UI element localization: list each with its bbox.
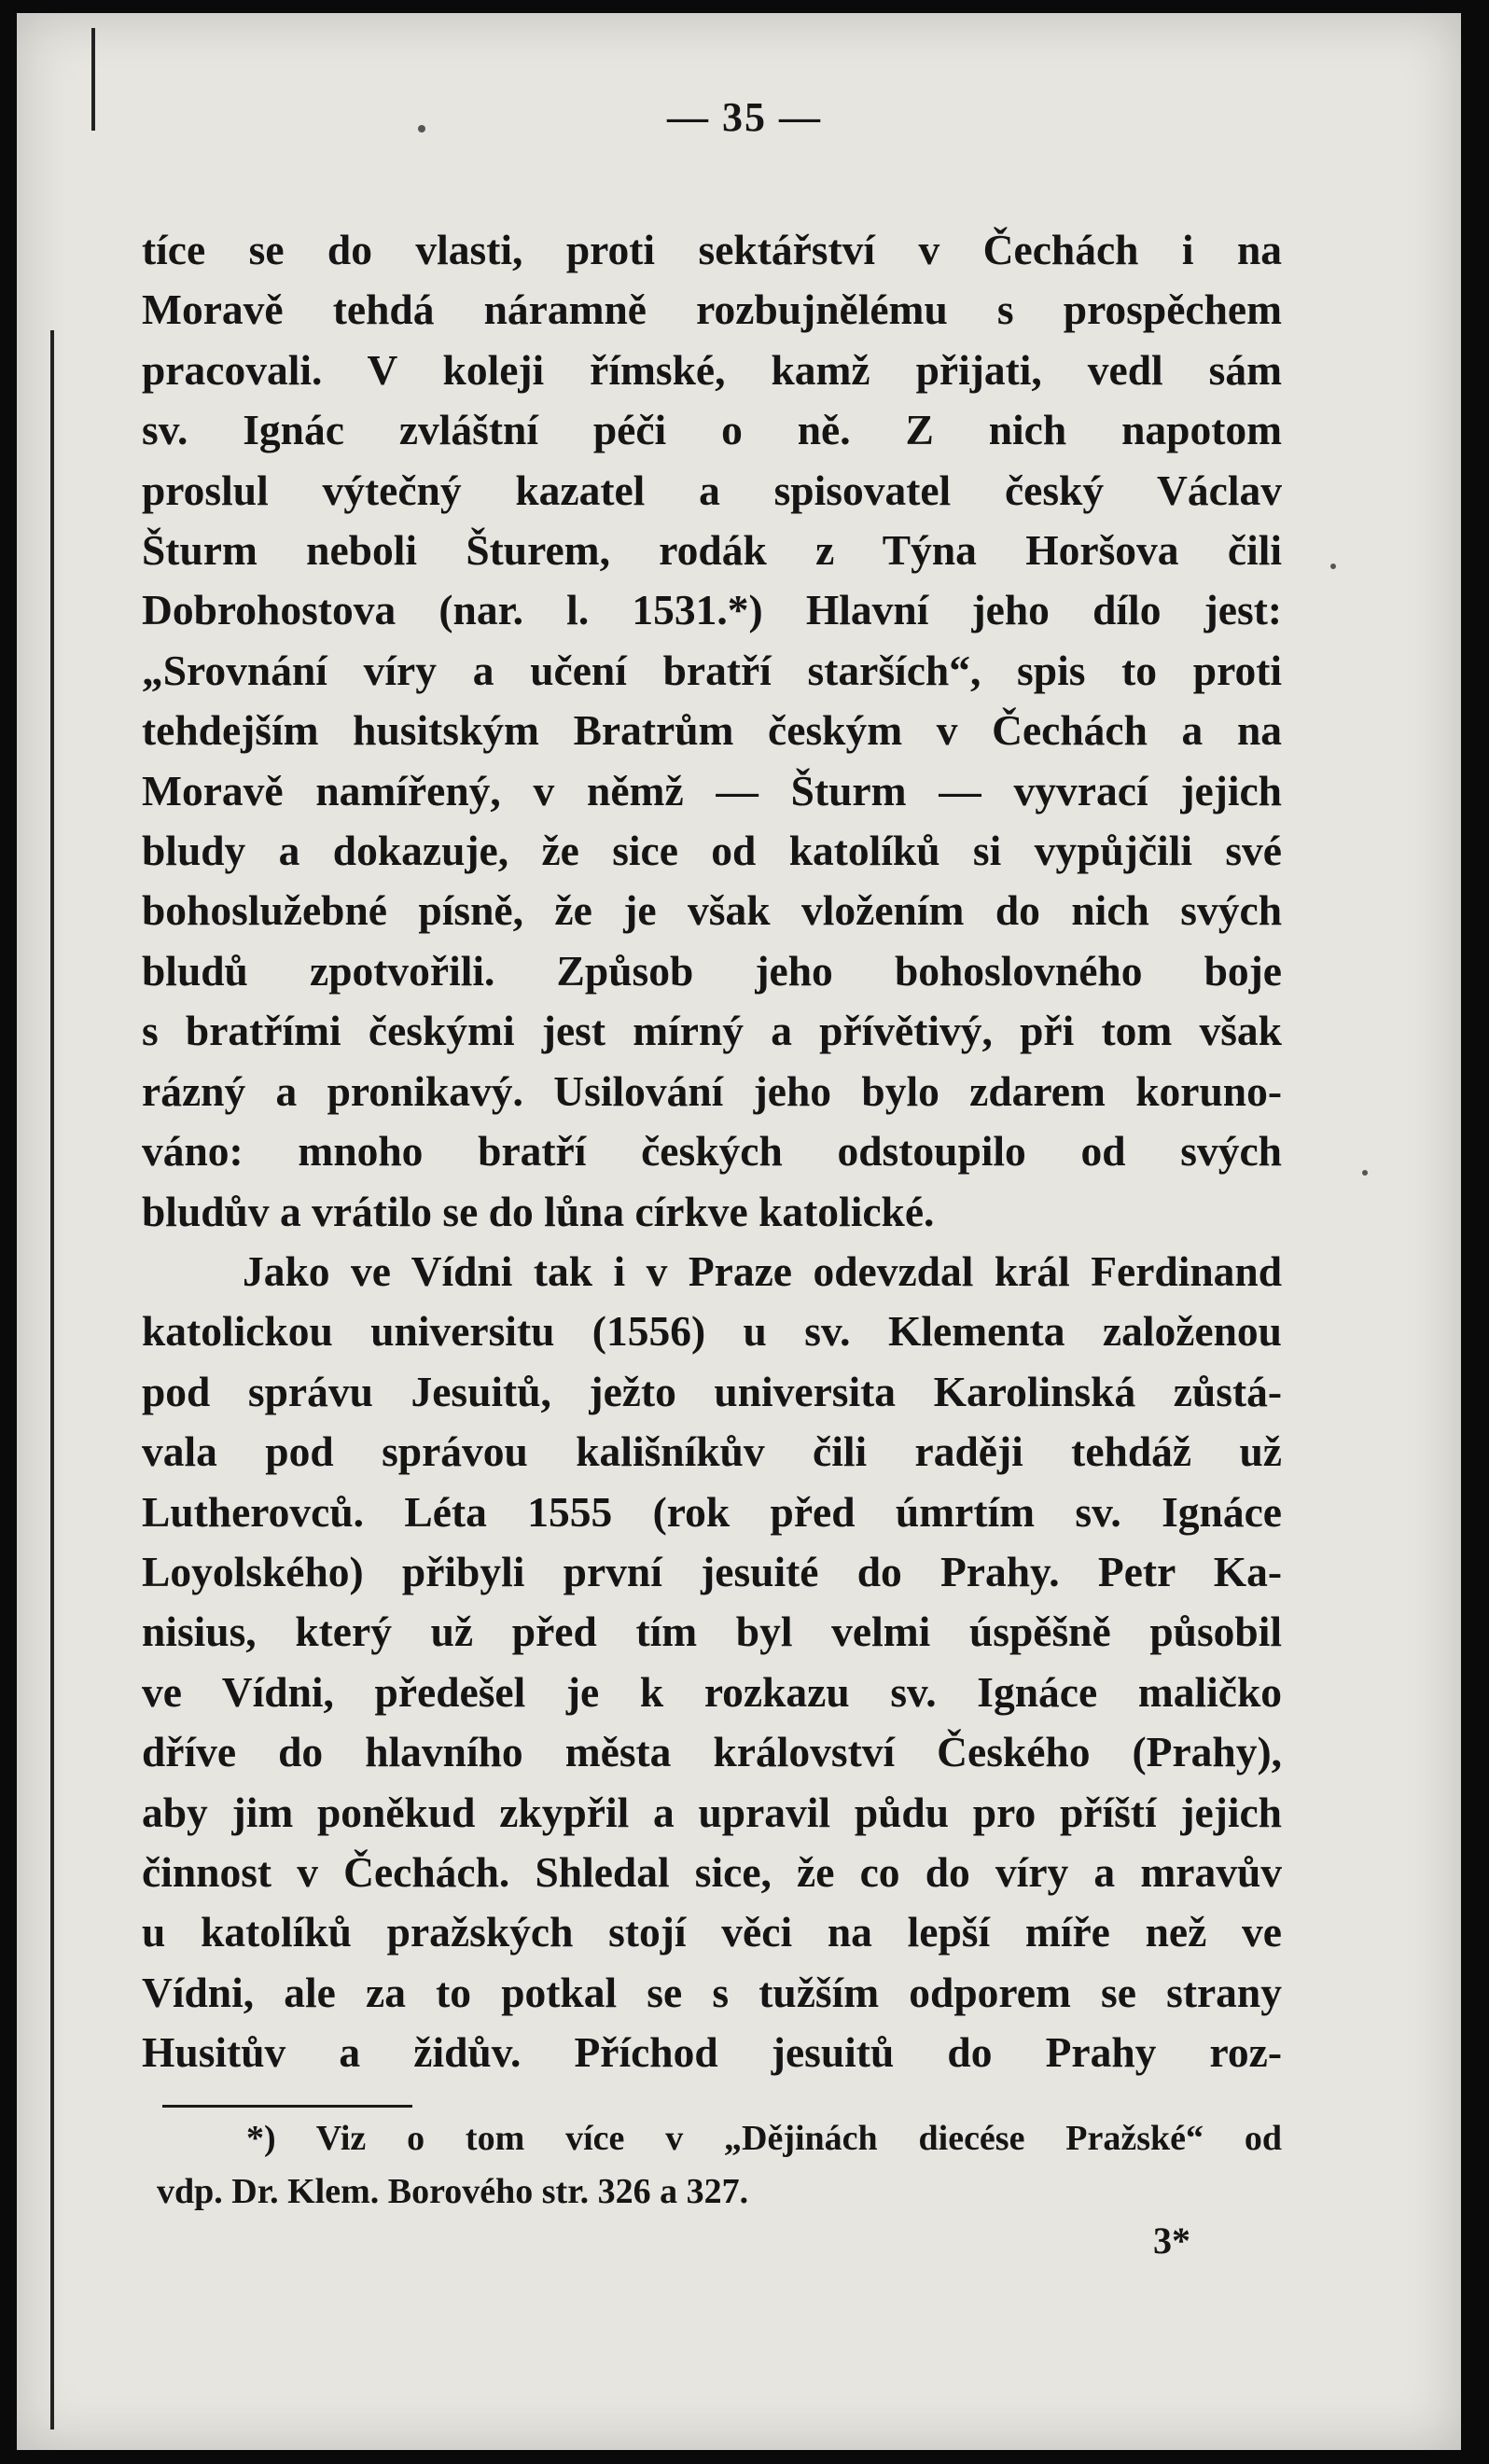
- text-line: u katolíků pražských stojí věci na lepší míře než ve: [142, 1908, 1282, 1956]
- text-line: bludů zpotvořili. Způsob jeho bohoslovného boje: [142, 946, 1282, 995]
- paragraph-end-line: bludův a vrátilo se do lůna církve katolické.: [142, 1187, 935, 1235]
- text-line: vala pod správou kališníkův čili raději tehdáž už: [142, 1427, 1282, 1476]
- footnote-line: vdp. Dr. Klem. Borového str. 326 a 327.: [157, 2172, 749, 2211]
- text-line: Loyolského) přibyli první jesuité do Prahy. Petr Ka-: [142, 1547, 1282, 1595]
- paper-speck: [1362, 1170, 1368, 1176]
- paper-speck: [1330, 564, 1336, 569]
- footnote-divider: [162, 2105, 412, 2108]
- text-line: „Srovnání víry a učení bratří starších“, spis to proti: [142, 646, 1282, 694]
- text-line: tehdejším husitským Bratrům českým v Čechách a na: [142, 706, 1282, 755]
- text-line: rázný a pronikavý. Usilování jeho bylo zdarem koruno-: [142, 1066, 1282, 1115]
- footnote: [157, 2112, 1282, 2219]
- body-text: [142, 220, 1282, 2083]
- binding-edge: [50, 330, 54, 2429]
- signature-mark: 3*: [1153, 2220, 1190, 2262]
- paragraph-start-line: Jako ve Vídni tak i v Praze odevzdal král Ferdinand: [243, 1246, 1282, 1295]
- text-line: dříve do hlavního města království Českého (Prahy),: [142, 1728, 1282, 1776]
- text-line: Dobrohostova (nar. l. 1531.*) Hlavní jeho dílo jest:: [142, 586, 1282, 634]
- book-page: [17, 13, 1461, 2450]
- text-line: s bratřími českými jest mírný a přívětivý, při tom však: [142, 1007, 1282, 1055]
- text-line: pracovali. V koleji římské, kamž přijati, vedl sám: [142, 345, 1282, 394]
- text-line: tíce se do vlasti, proti sektářství v Čechách i na: [142, 226, 1282, 273]
- text-line: katolickou universitu (1556) u sv. Klementa založenou: [142, 1307, 1282, 1356]
- text-line: bludy a dokazuje, že sice od katolíků si vypůjčili své: [142, 827, 1282, 875]
- paper-speck: [418, 125, 425, 132]
- text-line: ve Vídni, předešel je k rozkazu sv. Ignáce maličko: [142, 1667, 1282, 1716]
- text-line: pod správu Jesuitů, ježto universita Karolinská zůstá-: [142, 1367, 1282, 1415]
- text-line: Moravě tehdá náramně rozbujnělému s prospěchem: [142, 285, 1282, 334]
- text-line: proslul výtečný kazatel a spisovatel český Václav: [142, 466, 1282, 514]
- text-line: činnost v Čechách. Shledal sice, že co do víry a mravův: [142, 1847, 1282, 1896]
- text-line: Husitův a židův. Příchod jesuitů do Prahy roz-: [142, 2028, 1282, 2077]
- text-line: Moravě namířený, v němž — Šturm — vyvrací jejich: [142, 766, 1282, 814]
- text-line: sv. Ignác zvláštní péči o ně. Z nich napotom: [142, 406, 1282, 454]
- text-line: Šturm neboli Šturem, rodák z Týna Horšova čili: [142, 526, 1282, 575]
- text-line: aby jim poněkud zkypřil a upravil půdu pro příští jejich: [142, 1788, 1282, 1836]
- text-line: Lutherovců. Léta 1555 (rok před úmrtím sv. Ignáce: [142, 1487, 1282, 1536]
- text-line: nisius, který už před tím byl velmi úspěšně působil: [142, 1608, 1282, 1656]
- page-number: — 35 —: [667, 94, 822, 140]
- text-line: bohoslužebné písně, že je však vložením do nich svých: [142, 886, 1282, 935]
- text-line: váno: mnoho bratří českých odstoupilo od svých: [142, 1127, 1282, 1176]
- text-line: Vídni, ale za to potkal se s tužším odporem se strany: [142, 1968, 1282, 2016]
- footnote-line: *) Viz o tom více v „Dějinách diecése Pražské“ od: [246, 2119, 1282, 2158]
